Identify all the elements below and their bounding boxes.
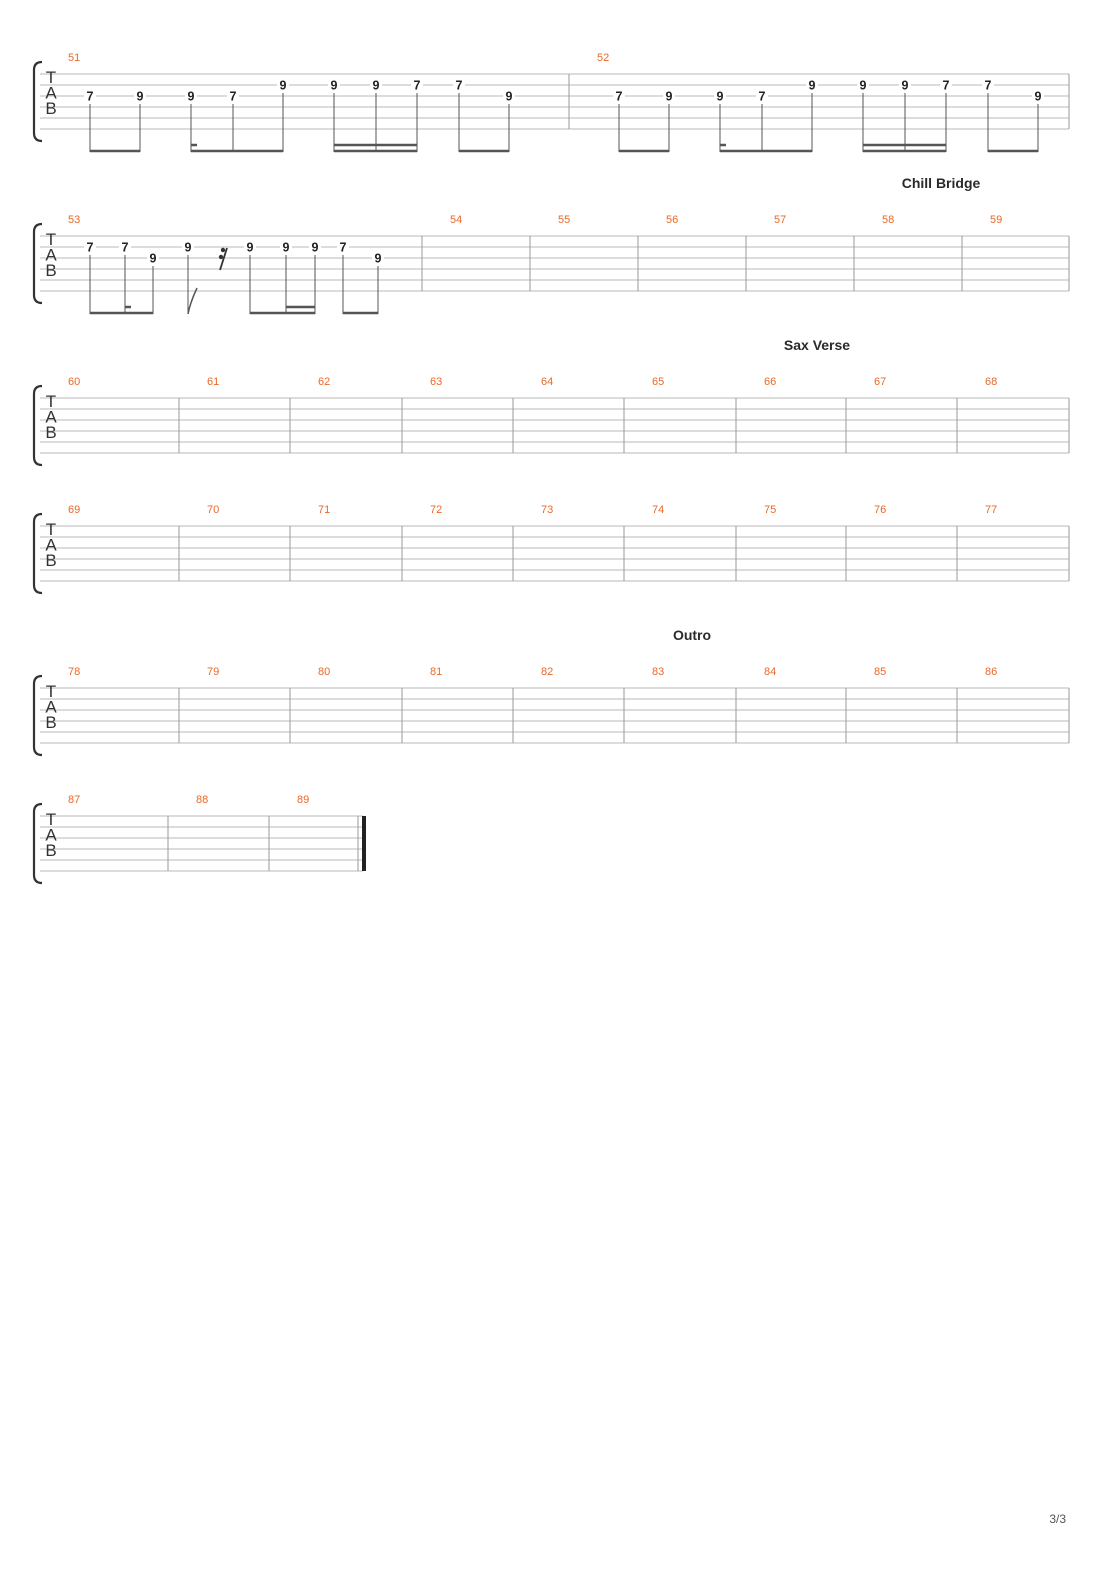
tab-clef-letter: A [45, 245, 57, 265]
fret-number: 7 [339, 240, 347, 255]
fret-number: 7 [86, 240, 94, 255]
measure-number: 78 [68, 666, 81, 678]
tab-clef-letter: A [45, 535, 57, 555]
fret-number: 7 [758, 89, 766, 104]
tab-clef-letter: T [45, 230, 57, 249]
tab-clef-letter: A [45, 407, 57, 427]
fret-number: 9 [187, 89, 195, 104]
measure-number: 57 [774, 214, 787, 226]
fret-number: 9 [279, 78, 287, 93]
section-label: Outro [672, 627, 712, 643]
measure-number: 54 [450, 214, 463, 226]
tab-clef-letter: T [45, 682, 57, 701]
rest-dot [221, 248, 225, 252]
measure-number: 80 [318, 666, 331, 678]
fret-number: 7 [942, 78, 950, 93]
fret-number: 9 [372, 78, 380, 93]
measure-number: 77 [985, 504, 998, 516]
fret-number: 9 [665, 89, 673, 104]
measure-number: 84 [764, 666, 777, 678]
fret-number: 9 [505, 89, 513, 104]
fret-number: 7 [455, 78, 463, 93]
measure-number: 71 [318, 504, 331, 516]
measure-number: 89 [297, 794, 310, 806]
tab-clef-letter: T [45, 392, 57, 411]
tab-clef-letter: T [45, 520, 57, 539]
measure-number: 86 [985, 666, 998, 678]
measure-number: 72 [430, 504, 443, 516]
fret-number: 9 [136, 89, 144, 104]
staff-system [34, 175, 1069, 314]
fret-number: 9 [808, 78, 816, 93]
measure-number: 63 [430, 376, 443, 388]
measure-number: 70 [207, 504, 220, 516]
note-flag [188, 288, 197, 314]
tab-clef-letter: A [45, 83, 57, 103]
measure-number: 81 [430, 666, 443, 678]
fret-number: 7 [229, 89, 237, 104]
tab-clef-letter: B [45, 423, 57, 442]
staff-system [34, 627, 1069, 755]
tab-clef-letter: B [45, 551, 57, 570]
measure-number: 74 [652, 504, 665, 516]
measure-number: 56 [666, 214, 679, 226]
measure-number: 73 [541, 504, 554, 516]
measure-number: 75 [764, 504, 777, 516]
measure-number: 65 [652, 376, 665, 388]
measure-number: 60 [68, 376, 81, 388]
tab-clef-letter: B [45, 841, 57, 860]
staff-system [34, 337, 1069, 465]
fret-number: 7 [86, 89, 94, 104]
fret-number: 9 [374, 251, 382, 266]
tab-clef-letter: B [45, 261, 57, 280]
fret-number: 9 [716, 89, 724, 104]
fret-number: 9 [901, 78, 909, 93]
measure-number: 76 [874, 504, 887, 516]
fret-number: 9 [246, 240, 254, 255]
measure-number: 53 [68, 214, 81, 226]
staff-system [34, 504, 1069, 593]
page-number: 3/3 [1049, 1512, 1066, 1526]
fret-number: 9 [1034, 89, 1042, 104]
fret-number: 9 [859, 78, 867, 93]
measure-number: 52 [597, 52, 610, 64]
fret-number: 9 [311, 240, 319, 255]
measure-number: 88 [196, 794, 209, 806]
fret-number: 7 [615, 89, 623, 104]
measure-number: 66 [764, 376, 777, 388]
final-barline [362, 816, 366, 871]
measure-number: 64 [541, 376, 554, 388]
measure-number: 58 [882, 214, 895, 226]
measure-number: 67 [874, 376, 887, 388]
tab-clef-letter: B [45, 713, 57, 732]
measure-number: 68 [985, 376, 998, 388]
section-label: Sax Verse [783, 337, 851, 353]
measure-number: 82 [541, 666, 554, 678]
rest-dot [219, 255, 223, 259]
tab-clef-letter: A [45, 825, 57, 845]
staff-system [34, 794, 366, 883]
fret-number: 9 [282, 240, 290, 255]
tab-clef-letter: T [45, 810, 57, 829]
measure-number: 69 [68, 504, 81, 516]
staff-system [34, 52, 1069, 152]
fret-number: 9 [149, 251, 157, 266]
measure-number: 83 [652, 666, 665, 678]
fret-number: 7 [984, 78, 992, 93]
measure-number: 85 [874, 666, 887, 678]
measure-number: 79 [207, 666, 220, 678]
measure-number: 87 [68, 794, 81, 806]
measure-number: 55 [558, 214, 571, 226]
tab-clef-letter: T [45, 68, 57, 87]
fret-number: 9 [184, 240, 192, 255]
section-label: Chill Bridge [901, 175, 981, 191]
fret-number: 9 [330, 78, 338, 93]
fret-number: 7 [121, 240, 129, 255]
tab-clef-letter: B [45, 99, 57, 118]
fret-number: 7 [413, 78, 421, 93]
tab-clef-letter: A [45, 697, 57, 717]
measure-number: 62 [318, 376, 331, 388]
measure-number: 61 [207, 376, 220, 388]
measure-number: 51 [68, 52, 81, 64]
measure-number: 59 [990, 214, 1003, 226]
